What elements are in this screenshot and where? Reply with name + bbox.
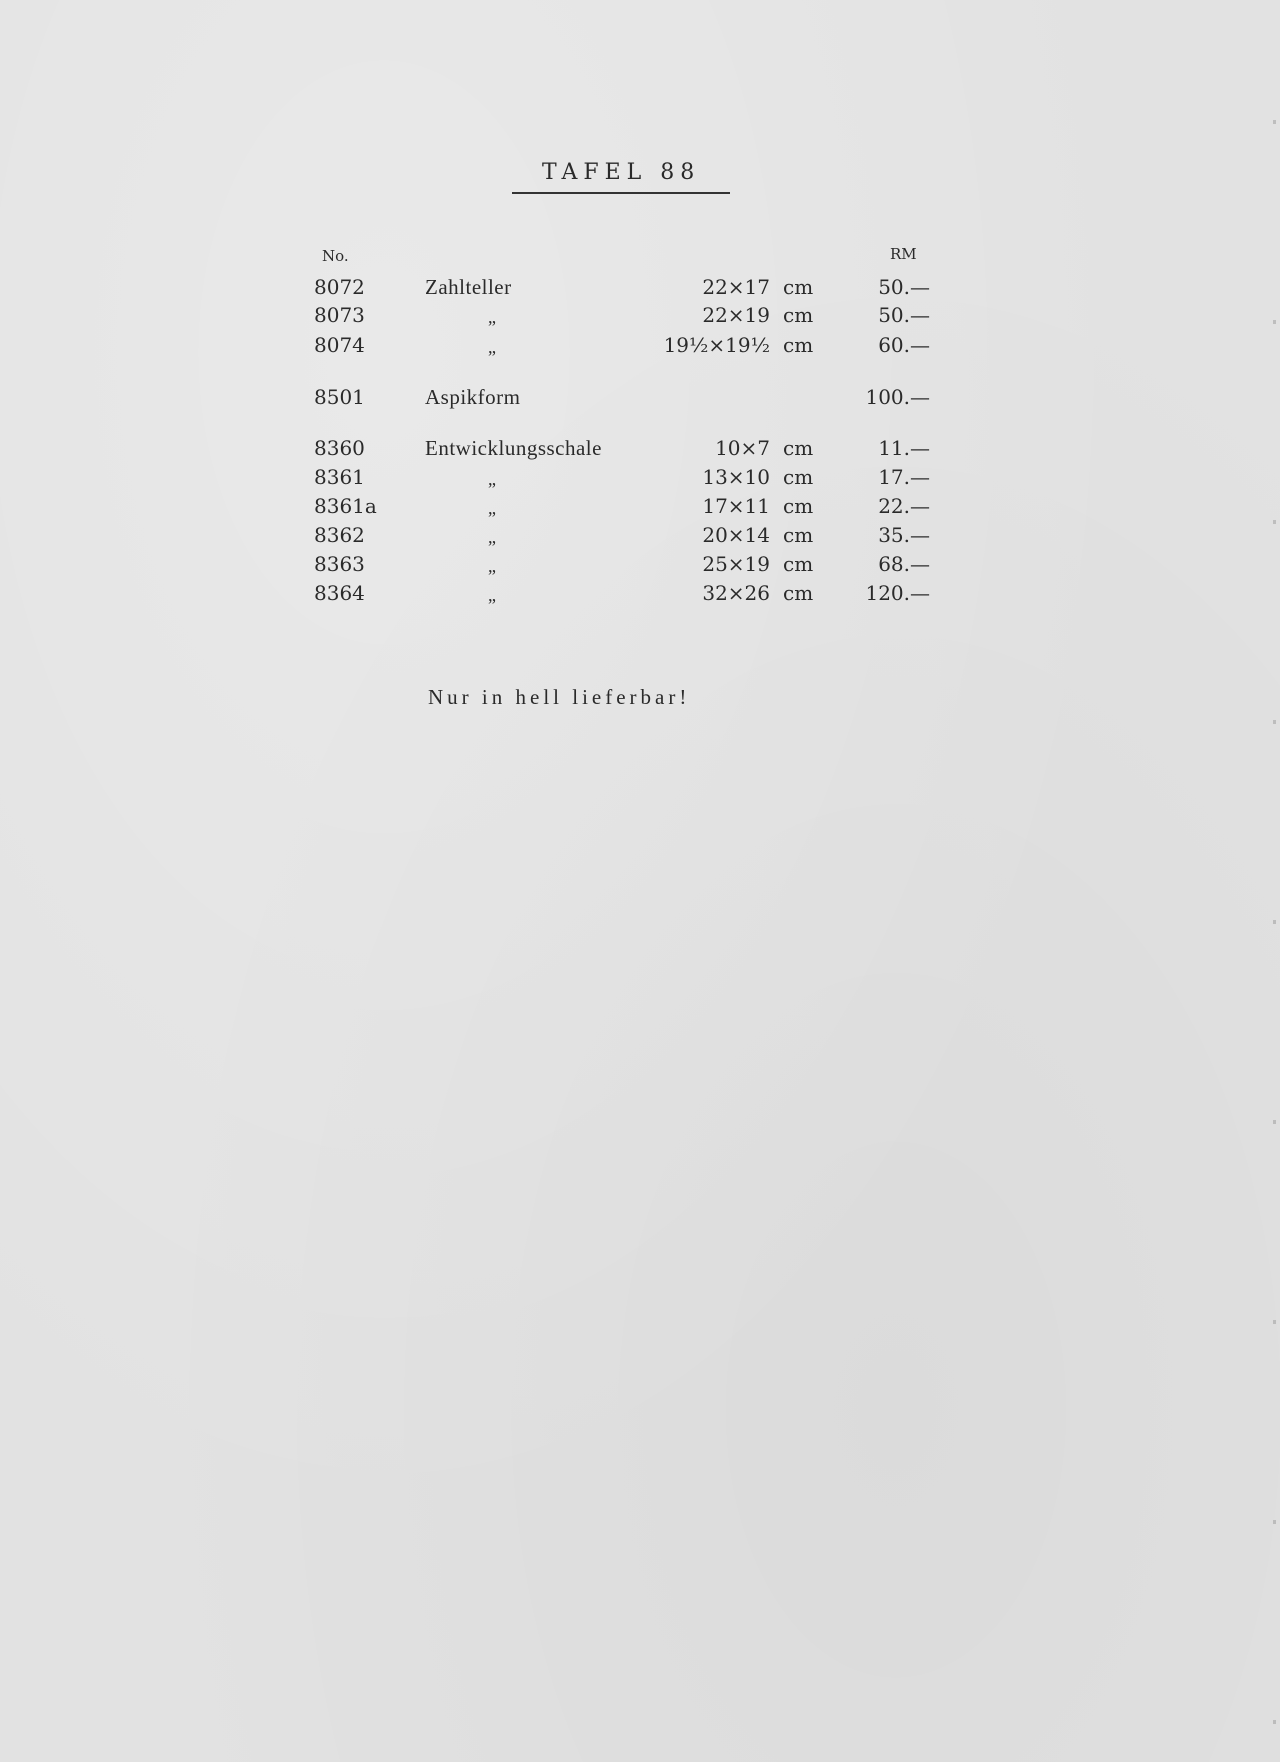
item-unit: cm	[783, 552, 814, 576]
item-price: 35.—	[878, 523, 930, 547]
table-row	[0, 465, 1280, 493]
item-unit: cm	[783, 303, 814, 327]
item-name: Entwicklungsschale	[425, 436, 602, 460]
item-price: 11.—	[878, 436, 930, 460]
item-size: 13×10	[702, 465, 770, 489]
item-unit: cm	[783, 275, 814, 299]
item-number: 8073	[314, 303, 365, 327]
title-underline	[512, 192, 730, 194]
item-size: 22×17	[702, 275, 770, 299]
scan-edge-marks	[1273, 0, 1276, 1762]
item-unit: cm	[783, 523, 814, 547]
item-size: 32×26	[702, 581, 770, 605]
item-price: 120.—	[865, 581, 930, 605]
item-name: Aspikform	[425, 385, 521, 409]
item-price: 68.—	[878, 552, 930, 576]
item-name: „	[488, 307, 497, 327]
item-number: 8501	[314, 385, 365, 409]
item-size: 10×7	[715, 436, 770, 460]
item-price: 22.—	[878, 494, 930, 518]
table-row	[0, 494, 1280, 522]
item-number: 8360	[314, 436, 365, 460]
item-name: „	[488, 556, 497, 576]
item-price: 60.—	[878, 333, 930, 357]
item-name: „	[488, 469, 497, 489]
item-number: 8364	[314, 581, 365, 605]
item-unit: cm	[783, 436, 814, 460]
table-row	[0, 333, 1280, 361]
item-number: 8363	[314, 552, 365, 576]
column-header-rm: RM	[890, 245, 917, 263]
table-row	[0, 275, 1280, 303]
item-name: „	[488, 498, 497, 518]
item-price: 17.—	[878, 465, 930, 489]
availability-note: Nur in hell lieferbar!	[428, 685, 691, 709]
item-unit: cm	[783, 581, 814, 605]
table-row	[0, 523, 1280, 551]
item-size: 17×11	[702, 494, 770, 518]
item-name: „	[488, 585, 497, 605]
item-size: 20×14	[702, 523, 770, 547]
item-size: 25×19	[702, 552, 770, 576]
page-title: TAFEL 88	[542, 160, 701, 185]
table-row	[0, 303, 1280, 331]
item-unit: cm	[783, 494, 814, 518]
table-row	[0, 581, 1280, 609]
item-size: 19½×19½	[663, 333, 770, 357]
item-number: 8074	[314, 333, 365, 357]
item-price: 50.—	[878, 275, 930, 299]
table-row	[0, 436, 1280, 464]
item-size: 22×19	[702, 303, 770, 327]
item-name: „	[488, 527, 497, 547]
item-name: „	[488, 337, 497, 357]
table-row	[0, 552, 1280, 580]
item-number: 8362	[314, 523, 365, 547]
item-name: Zahlteller	[425, 275, 512, 299]
item-price: 50.—	[878, 303, 930, 327]
item-unit: cm	[783, 333, 814, 357]
item-unit: cm	[783, 465, 814, 489]
item-number: 8361	[314, 465, 365, 489]
table-row	[0, 385, 1280, 413]
item-price: 100.—	[865, 385, 930, 409]
column-header-no: No.	[322, 247, 349, 265]
item-number: 8072	[314, 275, 365, 299]
item-number: 8361a	[314, 494, 377, 518]
